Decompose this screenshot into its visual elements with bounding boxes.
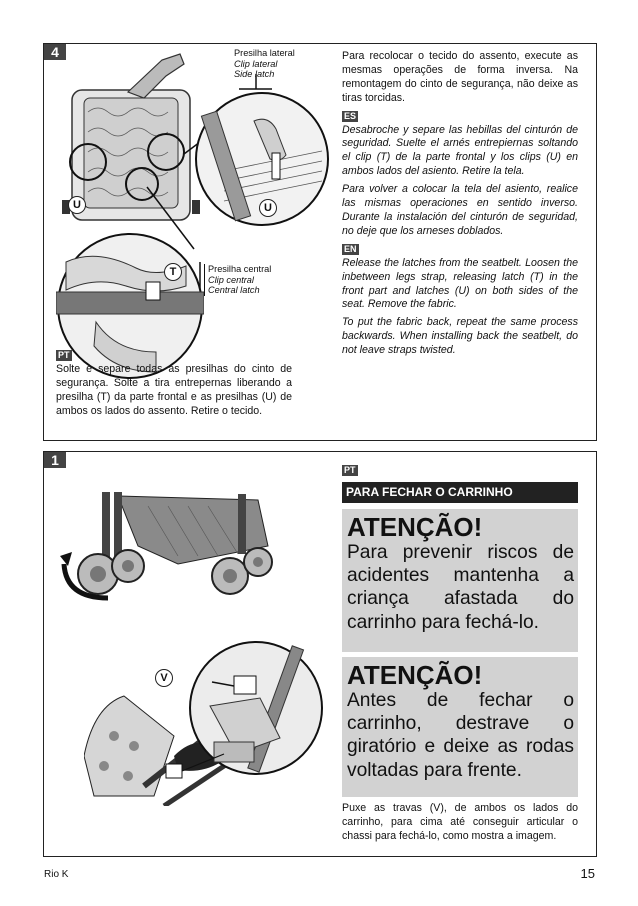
lang-tag-pt: PT — [58, 350, 70, 360]
callout-side-latch-en: Side latch — [234, 69, 275, 80]
warning-1-body: Para prevenir riscos de acidentes mantenha a criança afastada do carrinho para fechá-lo. — [347, 542, 574, 633]
fold-heading-text: PARA FECHAR O CARRINHO — [346, 485, 513, 499]
lang-tag-en: EN — [344, 243, 357, 254]
es-refit-fabric-text: Para volver a colocar la tela del asiento, realice las mismas operaciones en sentido inverso. Durante la instalación del cinturón de seguridad, no deje que los arneses doblados. — [342, 183, 578, 237]
page-number: 15 — [580, 866, 595, 881]
step-1-panel — [43, 451, 597, 857]
warning-box-1 — [342, 509, 578, 652]
callout-side-latch-es: Clip lateral — [234, 58, 278, 69]
step-4-panel — [43, 43, 597, 441]
folding-lock-illustration — [84, 636, 324, 806]
step-number: 4 — [44, 44, 66, 60]
warning-2-body: Antes de fechar o carrinho, destrave o giratório e deixe as rodas voltadas para frente. — [347, 690, 574, 781]
instructions-right-column — [342, 50, 578, 362]
callout-side-latch-pt: Presilha lateral — [234, 48, 295, 58]
badge-v: V — [155, 669, 173, 687]
step-number: 1 — [44, 452, 66, 468]
callout-central-latch-en: Central latch — [208, 285, 260, 296]
lang-tag-pt: PT — [344, 465, 356, 475]
fold-instruction-text: Puxe as travas (V), de ambos os lados do carrinho, para cima até conseguir articular o chassi para fechá-lo, como mostra a imagem. — [342, 802, 578, 842]
es-remove-fabric-text: Desabroche y separe las hebillas del cinturón de seguridad. Suelte el arnés entrepiernas soltando el clip (T) de la parte frontal y los clips (U) en ambos lados del asiento. Retire la tela. — [342, 123, 578, 178]
warning-1-title: ATENÇÃO! — [347, 512, 483, 542]
pt-instructions-left — [56, 349, 292, 423]
pt-tag-wrapper — [342, 464, 358, 478]
badge-u-left: U — [68, 196, 86, 214]
badge-u-right: U — [259, 199, 277, 217]
stroller-wheels-illustration — [58, 486, 298, 606]
lang-tag-es: ES — [344, 110, 357, 121]
callout-central-latch-pt: Presilha central — [208, 264, 272, 274]
warning-2-title: ATENÇÃO! — [347, 660, 483, 690]
footer-model: Rio K — [44, 869, 69, 880]
warning-box-2 — [342, 657, 578, 797]
badge-t: T — [164, 263, 182, 281]
callout-side-latch — [234, 48, 334, 80]
callout-central-latch-es: Clip central — [208, 274, 254, 285]
fold-instruction — [342, 802, 578, 848]
en-remove-fabric-text: Release the latches from the seatbelt. Loosen the inbetween legs strap, releasing latch (T) in the front part and latches (U) on both sides of the seat. Remove the fabric. — [342, 256, 578, 311]
callout-central-latch — [204, 264, 308, 296]
pt-refit-fabric-text: Para recolocar o tecido do assento, execute as mesmas operações de forma inversa. Na remontagem do cinto de segurança, não deixe as tiras torcidas. — [342, 50, 578, 104]
pt-remove-fabric-text: Solte e separe todas as presilhas do cinto de segurança. Solte a tira entrepernas liberando a presilha (T) da parte frontal e as presilhas (U) de ambos os lados do assento. Retire o tecido. — [56, 362, 292, 417]
en-refit-fabric-text: To put the fabric back, repeat the same process backwards. When installing back the seatbelt, do not leave straps twisted. — [342, 316, 578, 357]
fold-heading — [342, 482, 578, 503]
